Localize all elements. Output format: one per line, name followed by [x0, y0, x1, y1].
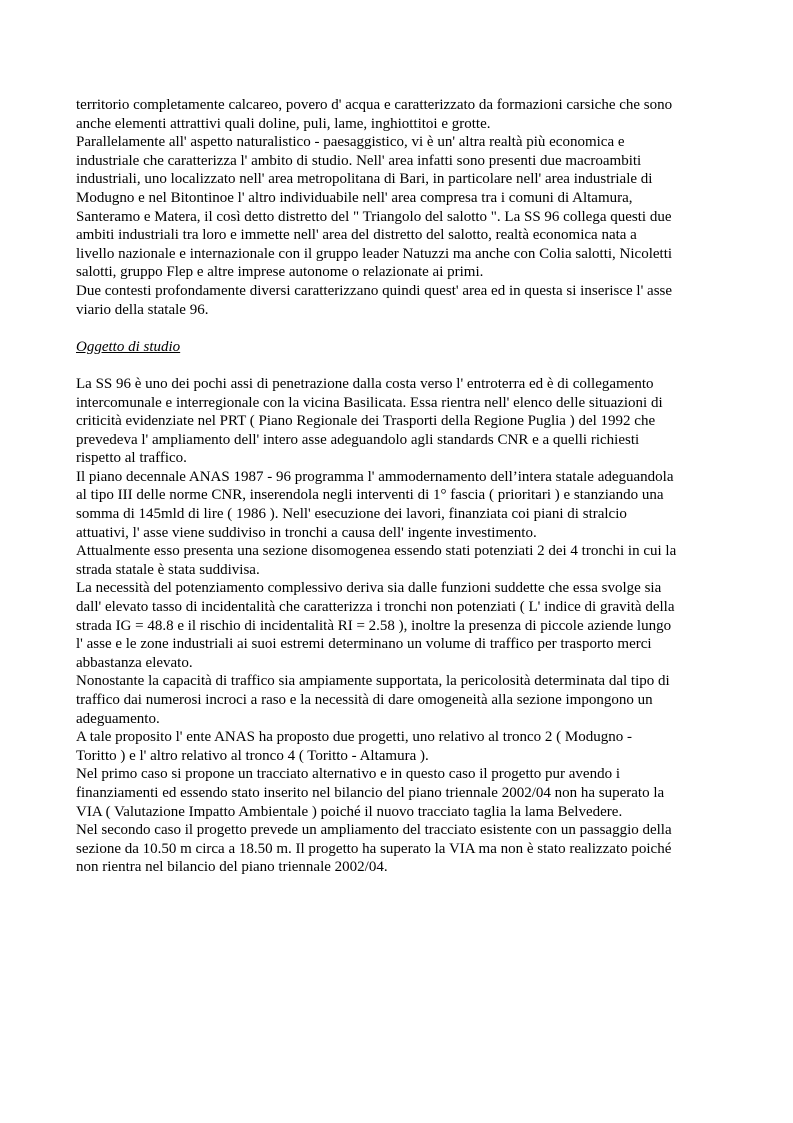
- paragraph: [76, 282, 722, 319]
- text-line: strada statale è stata suddivisa.: [76, 561, 260, 578]
- text-line: Nonostante la capacità di traffico sia ampiamente supportata, la pericolosità determinata dal tipo di: [76, 673, 670, 690]
- paragraph: [76, 468, 722, 542]
- text-line: finanziamenti ed essendo stato inserito nel bilancio del piano triennale 2002/04 non ha superato la: [76, 784, 665, 801]
- text-line: salotti, gruppo Flep e altre imprese autonome o relazionate ai primi.: [76, 264, 484, 281]
- paragraph: [76, 728, 722, 765]
- text-line: viario della statale 96.: [76, 301, 209, 318]
- paragraph: [76, 579, 722, 672]
- text-line: anche elementi attrattivi quali doline, puli, lame, inghiottitoi e grotte.: [76, 115, 491, 132]
- text-line: intercomunale e interregionale con la vicina Basilicata. Essa rientra nell' elenco delle situazioni di: [76, 394, 663, 411]
- text-line: Nel primo caso si propone un tracciato alternativo e in questo caso il progetto pur avendo i: [76, 766, 621, 783]
- paragraph: [76, 133, 722, 282]
- text-line: attuativi, l' asse viene suddiviso in tronchi a causa dell' ingente investimento.: [76, 524, 537, 541]
- section-gap: [76, 356, 722, 375]
- text-line: adeguamento.: [76, 710, 160, 727]
- text-line: Nel secondo caso il progetto prevede un ampliamento del tracciato esistente con un passaggio della: [76, 822, 672, 839]
- paragraph: [76, 542, 722, 579]
- document-page: [76, 96, 722, 877]
- text-line: l' asse e le zone industriali ai suoi estremi determinano un volume di traffico per trasporto merci: [76, 636, 652, 653]
- text-line: La SS 96 è uno dei pochi assi di penetrazione dalla costa verso l' entroterra ed è di collegamento: [76, 375, 654, 392]
- section-gap: [76, 319, 722, 338]
- text-line: VIA ( Valutazione Impatto Ambientale ) poiché il nuovo tracciato taglia la lama Belvedere.: [76, 803, 623, 820]
- text-line: somma di 145mld di lire ( 1986 ). Nell' esecuzione dei lavori, finanziata coi piani di stralcio: [76, 506, 627, 523]
- text-line: Attualmente esso presenta una sezione disomogenea essendo stati potenziati 2 dei 4 tronchi in cui la: [76, 543, 677, 560]
- text-line: industriale che caratterizza l' ambito di studio. Nell' area infatti sono presenti due macroambiti: [76, 152, 642, 169]
- text-line: ambiti industriali tra loro e immette nell' area del distretto del salotto, realtà economica nata a: [76, 227, 637, 244]
- text-line: territorio completamente calcareo, povero d' acqua e caratterizzato da formazioni carsiche che sono: [76, 97, 673, 113]
- text-line: prevedeva l' ampliamento dell' intero asse adeguandolo agli standards CNR e a quelli richiesti: [76, 431, 640, 448]
- text-line: al tipo III delle norme CNR, inserendola negli interventi di 1° fascia ( prioritari ) e stanziando una: [76, 487, 664, 504]
- paragraph: [76, 375, 722, 468]
- text-line: livello nazionale e internazionale con il gruppo leader Natuzzi ma anche con Colia salotti, Nicoletti: [76, 245, 673, 262]
- text-line: rispetto al traffico.: [76, 450, 187, 467]
- intro-section: [76, 96, 722, 319]
- text-line: Santeramo e Matera, il così detto distretto del " Triangolo del salotto ". La SS 96 collega questi due: [76, 208, 672, 225]
- text-line: Due contesti profondamente diversi caratterizzano quindi quest' area ed in questa si inserisce l' asse: [76, 282, 673, 299]
- section-heading: Oggetto di studio: [76, 338, 181, 355]
- text-line: Il piano decennale ANAS 1987 - 96 programma l' ammodernamento dell’intera statale adeguandola: [76, 468, 674, 485]
- paragraph: [76, 96, 722, 133]
- text-line: Toritto ) e l' altro relativo al tronco 4 ( Toritto - Altamura ).: [76, 747, 429, 764]
- text-line: industriali, uno localizzato nell' area metropolitana di Bari, in particolare nell' area industriale di: [76, 171, 653, 188]
- paragraph: [76, 821, 722, 877]
- text-line: sezione da 10.50 m circa a 18.50 m. Il progetto ha superato la VIA ma non è stato realizzato poiché: [76, 840, 672, 857]
- text-line: A tale proposito l' ente ANAS ha proposto due progetti, uno relativo al tronco 2 ( Modugno -: [76, 729, 632, 746]
- text-line: dall' elevato tasso di incidentalità che caratterizza i tronchi non potenziati ( L' indice di gravità della: [76, 599, 675, 616]
- text-line: non rientra nel bilancio del piano triennale 2002/04.: [76, 859, 388, 876]
- text-line: abbastanza elevato.: [76, 654, 193, 671]
- paragraph: [76, 672, 722, 728]
- study-section: [76, 375, 722, 877]
- text-line: strada IG = 48.8 e il rischio di incidentalità RI = 2.58 ), inoltre la presenza di piccole aziende lungo: [76, 617, 672, 634]
- text-line: La necessità del potenziamento complessivo deriva sia dalle funzioni suddette che essa svolge sia: [76, 580, 662, 597]
- text-line: traffico dai numerosi incroci a raso e la necessità di dare omogeneità alla sezione impongono un: [76, 692, 653, 708]
- text-line: criticità evidenziate nel PRT ( Piano Regionale dei Trasporti della Regione Puglia ) del 1992 che: [76, 413, 656, 430]
- paragraph: [76, 765, 722, 821]
- text-line: Parallelamente all' aspetto naturalistico - paesaggistico, vi è un' altra realtà più economica e: [76, 134, 625, 151]
- text-line: Modugno e nel Bitontinoe l' altro individuabile nell' area compresa tra i comuni di Altamura,: [76, 189, 633, 206]
